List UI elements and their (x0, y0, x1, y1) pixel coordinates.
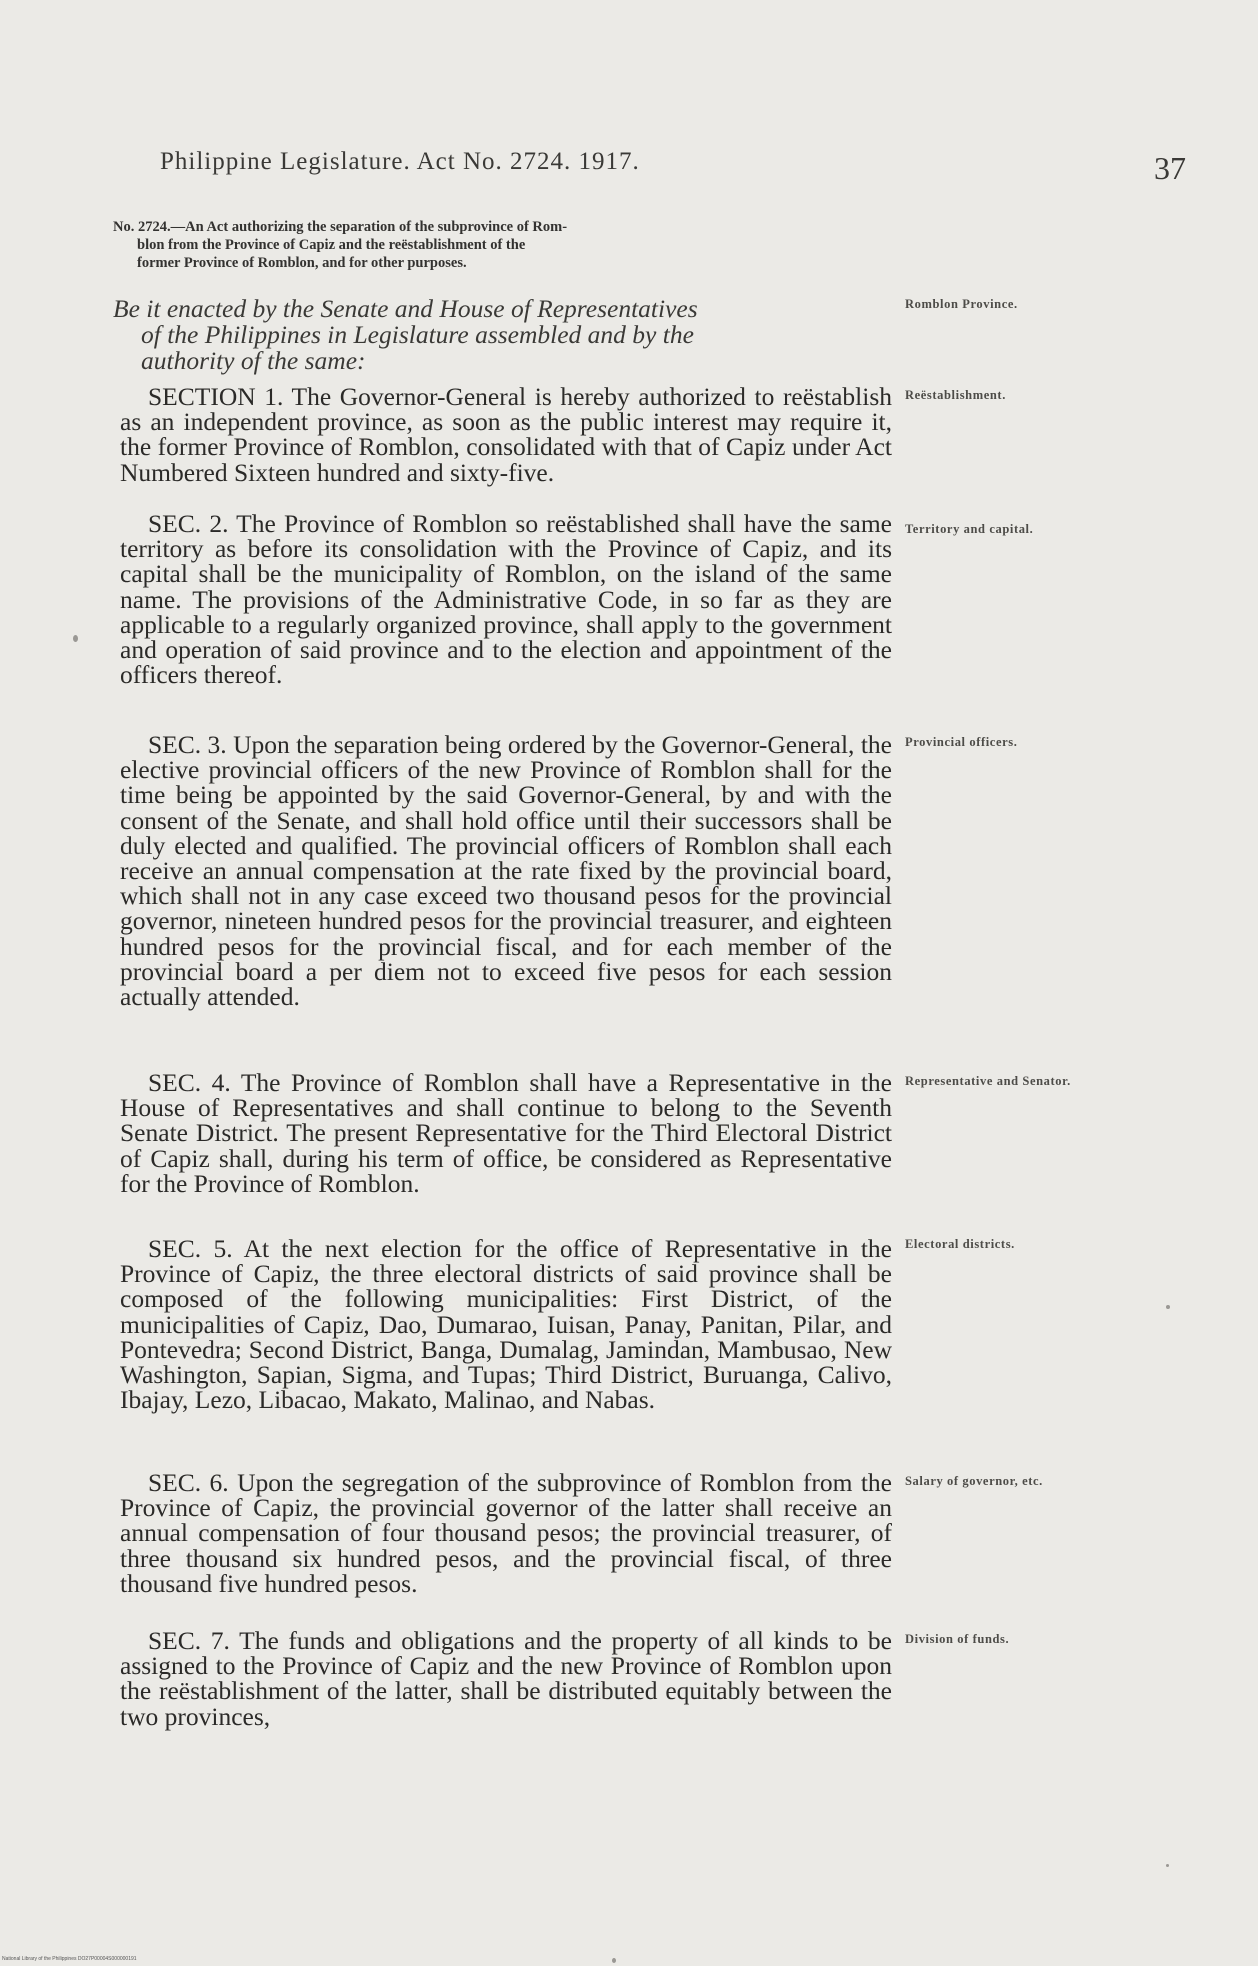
section-text: SEC. 4. The Province of Romblon shall have a Representative in the House of Representatives and shall continue to belong to the Seventh Senate District. The present Representative for the Third Electoral District of Capiz shall, during his term of office, be considered as Representative for the Province of Romblon. (120, 1068, 892, 1198)
section-4 (120, 1070, 892, 1196)
margin-note-salary: Salary of governor, etc. (905, 1474, 1043, 1488)
section-7 (120, 1628, 892, 1729)
section-6 (120, 1470, 892, 1596)
margin-note-reestablishment: Reëstablishment. (905, 388, 1006, 402)
section-text: SECTION 1. The Governor-General is hereby authorized to reëstablish as an independent province, as soon as the public interest may require it, the former Province of Romblon, consolidated with that of Capiz under Act Numbered Sixteen hundred and sixty-five. (120, 382, 892, 487)
enacting-line: of the Philippines in Legislature assembled and by the (141, 320, 694, 349)
scan-speck (1166, 1864, 1169, 1867)
act-title-line: blon from the Province of Capiz and the reëstablishment of the (137, 237, 526, 253)
section-3 (120, 730, 892, 1012)
section-text: SEC. 7. The funds and obligations and the property of all kinds to be assigned to the Province of Capiz and the new Province of Romblon upon the reëstablishment of the latter, shall be distributed equitably between the two provinces, (120, 1626, 892, 1731)
margin-note-representative: Representative and Senator. (905, 1074, 1071, 1088)
enacting-line: authority of the same: (141, 346, 366, 375)
margin-note-electoral: Electoral districts. (905, 1237, 1015, 1251)
enacting-line: Be it enacted by the Senate and House of Representatives (113, 294, 698, 323)
scan-credit: National Library of the Philippines DO27P00004S000000191 (2, 1956, 137, 1962)
running-title: Philippine Legislature. Act No. 2724. 1917. (160, 148, 640, 175)
margin-note-funds: Division of funds. (905, 1632, 1010, 1646)
act-title (113, 218, 873, 272)
scan-speck (612, 1958, 616, 1963)
section-5 (120, 1234, 892, 1415)
section-2 (120, 509, 892, 690)
act-title-line: former Province of Romblon, and for other purposes. (137, 255, 467, 271)
scan-speck (73, 635, 78, 642)
section-1 (120, 384, 892, 485)
enacting-clause (113, 296, 883, 374)
margin-note-territory: Territory and capital. (905, 522, 1034, 536)
scan-speck (1166, 1305, 1170, 1309)
margin-note-romblon-province: Romblon Province. (905, 297, 1018, 311)
section-text: SEC. 6. Upon the segregation of the subprovince of Romblon from the Province of Capiz, the provincial governor of the latter shall receive an annual compensation of four thousand pesos; the provincial treasurer, of three thousand six hundred pesos, and the provincial fiscal, of three thousand five hundred pesos. (120, 1468, 892, 1598)
margin-note-officers: Provincial officers. (905, 735, 1018, 749)
page-number: 37 (1154, 150, 1186, 186)
section-text: SEC. 3. Upon the separation being ordered by the Governor-General, the elective provincial officers of the new Province of Romblon shall for the time being be appointed by the said Governor-General, by and with the consent of the Senate, and shall hold office until their successors shall be duly elected and qualified. The provincial officers of Romblon shall each receive an annual compensation at the rate fixed by the provincial board, which shall not in any case exceed two thousand pesos for the provincial governor, nineteen hundred pesos for the provincial treasurer, and eighteen hundred pesos for the provincial fiscal, and for each member of the provincial board a per diem not to exceed five pesos for each session actually attended. (120, 730, 892, 1012)
section-text: SEC. 5. At the next election for the office of Representative in the Province of Capiz, the three electoral districts of said province shall be composed of the following municipalities: First District, of the municipalities of Capiz, Dao, Dumarao, Iuisan, Panay, Panitan, Pilar, and Pontevedra; Second District, Banga, Dumalag, Jamindan, Mambusao, New Washington, Sapian, Sigma, and Tupas; Third District, Buruanga, Calivo, Ibajay, Lezo, Libacao, Makato, Malinao, and Nabas. (120, 1234, 892, 1415)
section-text: SEC. 2. The Province of Romblon so reëstablished shall have the same territory as before its consolidation with the Province of Capiz, and its capital shall be the municipality of Romblon, on the island of the same name. The provisions of the Administrative Code, in so far as they are applicable to a regularly organized province, shall apply to the government and operation of said province and to the election and appointment of the officers thereof. (120, 509, 892, 690)
act-title-line: No. 2724.—An Act authorizing the separation of the subprovince of Rom- (113, 219, 568, 235)
